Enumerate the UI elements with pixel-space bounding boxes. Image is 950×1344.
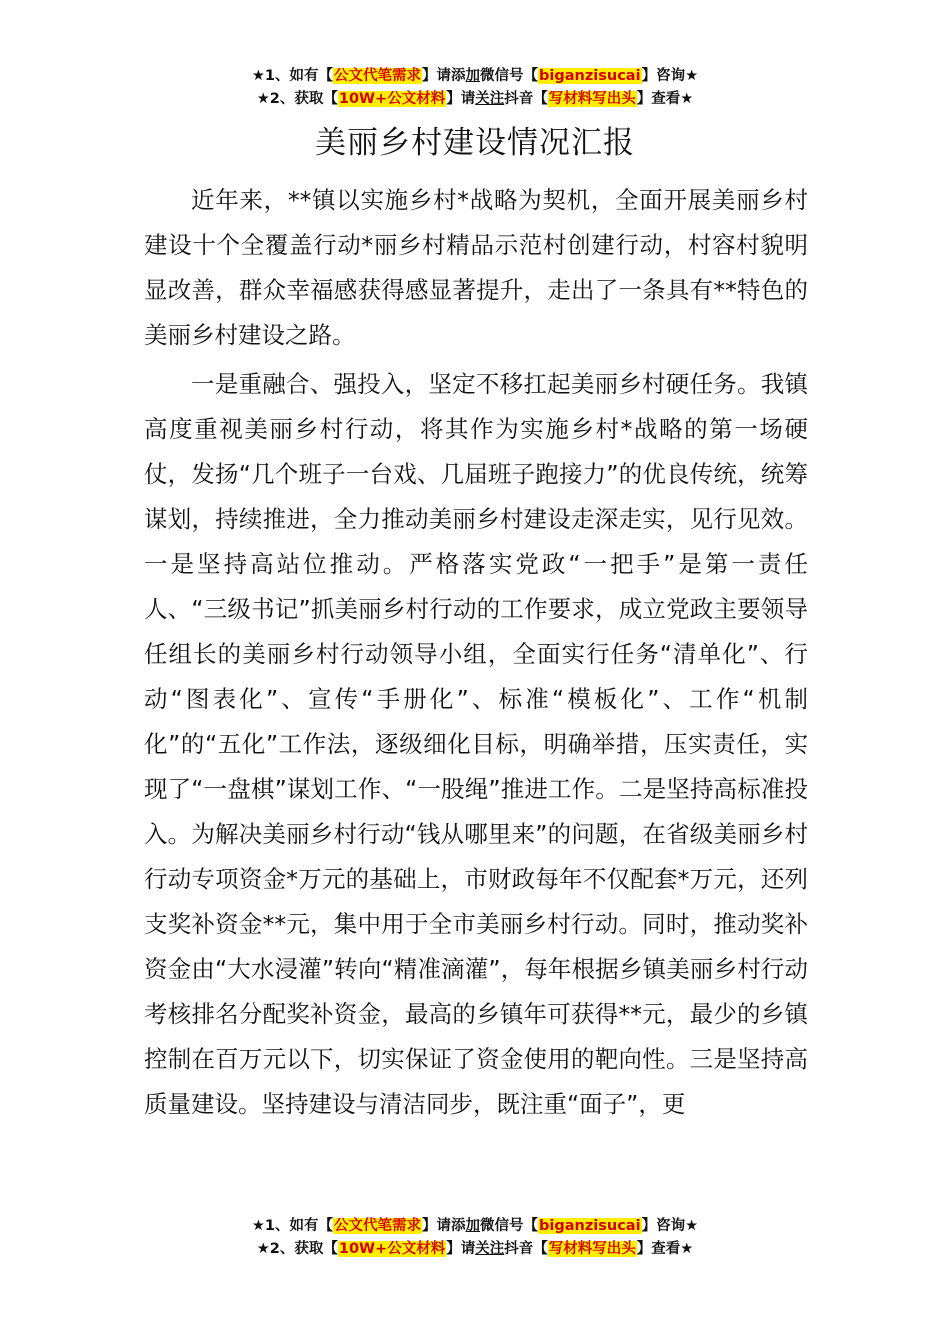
paragraph-body: 一是重融合、强投入，坚定不移扛起美丽乡村硬任务。我镇高度重视美丽乡村行动，将其作为实施乡村*战略的第一场硬仗，发扬“几个班子一台戏、几届班子跑接力”的优良传统，统筹谋划，持续推进，全力推动美丽乡村建设走深走实，见行见效。一是坚持高站位推动。严格落实党政“一把手”是第一责任人、“三级书记”抓美丽乡村行动的工作要求，成立党政主要领导任组长的美丽乡村行动领导小组，全面实行任务“清单化”、行动“图表化”、宣传“手册化”、标准“模板化”、工作“机制化”的“五化”工作法，逐级细化目标，明确举措，压实责任，实现了“一盘棋”谋划工作、“一股绳”推进工作。二是坚持高标准投入。为解决美丽乡村行动“钱从哪里来”的问题，在省级美丽乡村行动专项资金*万元的基础上，市财政每年不仅配套*万元，还列支奖补资金**元，集中用于全市美丽乡村行动。同时，推动奖补资金由“大水浸灌”转向“精准滴灌”，每年根据乡镇美丽乡村行动考核排名分配奖补资金，最高的乡镇年可获得**元，最少的乡镇控制在百万元以下，切实保证了资金使用的靶向性。三是坚持高质量建设。坚持建设与清洁同步，既注重“面子”，更 — [144, 370, 808, 1118]
footer-promo-banner — [0, 1216, 950, 1262]
promo-highlight: 10W+公文材料 — [338, 91, 446, 107]
promo-line-2 — [0, 1239, 950, 1262]
promo-highlight-douyin-id: 写材料写出头 — [548, 1241, 636, 1257]
promo-underlined: 加 — [465, 1218, 481, 1234]
promo-underlined: 关注 — [475, 1241, 505, 1257]
promo-line-1 — [0, 1216, 950, 1239]
promo-highlight-wechat-id: biganzisucai — [539, 1218, 641, 1234]
promo-underlined: 关注 — [475, 91, 505, 107]
header-promo-banner — [0, 66, 950, 112]
promo-highlight: 公文代笔需求 — [334, 1218, 422, 1234]
promo-text: ★1、如有【 — [251, 1218, 334, 1234]
promo-text: ★2、获取【 — [256, 1241, 338, 1257]
document-title: 美丽乡村建设情况汇报 — [315, 125, 635, 161]
promo-text: 】请添 — [422, 1218, 466, 1234]
promo-text: ★1、如有【 — [251, 68, 334, 84]
promo-highlight: 10W+公文材料 — [338, 1241, 446, 1257]
promo-text: 抖音【 — [504, 91, 548, 107]
paragraph-intro: 近年来，**镇以实施乡村*战略为契机，全面开展美丽乡村建设十个全覆盖行动*丽乡村精品示范村创建行动，村容村貌明显改善，群众幸福感获得感显著提升，走出了一条具有**特色的美丽乡村建设之路。 — [144, 186, 808, 349]
promo-text: 微信号【 — [480, 1218, 539, 1234]
promo-text: 】查看★ — [636, 91, 694, 107]
promo-text: 】请添 — [422, 68, 466, 84]
promo-text: 】咨询★ — [641, 68, 699, 84]
promo-text: 微信号【 — [480, 68, 539, 84]
promo-highlight-wechat-id: biganzisucai — [539, 68, 641, 84]
promo-text: 】请 — [446, 1241, 476, 1257]
promo-text: ★2、获取【 — [256, 91, 338, 107]
promo-text: 】咨询★ — [641, 1218, 699, 1234]
promo-highlight-douyin-id: 写材料写出头 — [548, 91, 636, 107]
promo-text: 抖音【 — [504, 1241, 548, 1257]
promo-underlined: 加 — [465, 68, 481, 84]
promo-text: 】查看★ — [636, 1241, 694, 1257]
promo-line-1 — [0, 66, 950, 89]
promo-highlight: 公文代笔需求 — [334, 68, 422, 84]
promo-text: 】请 — [446, 91, 476, 107]
promo-line-2 — [0, 89, 950, 112]
